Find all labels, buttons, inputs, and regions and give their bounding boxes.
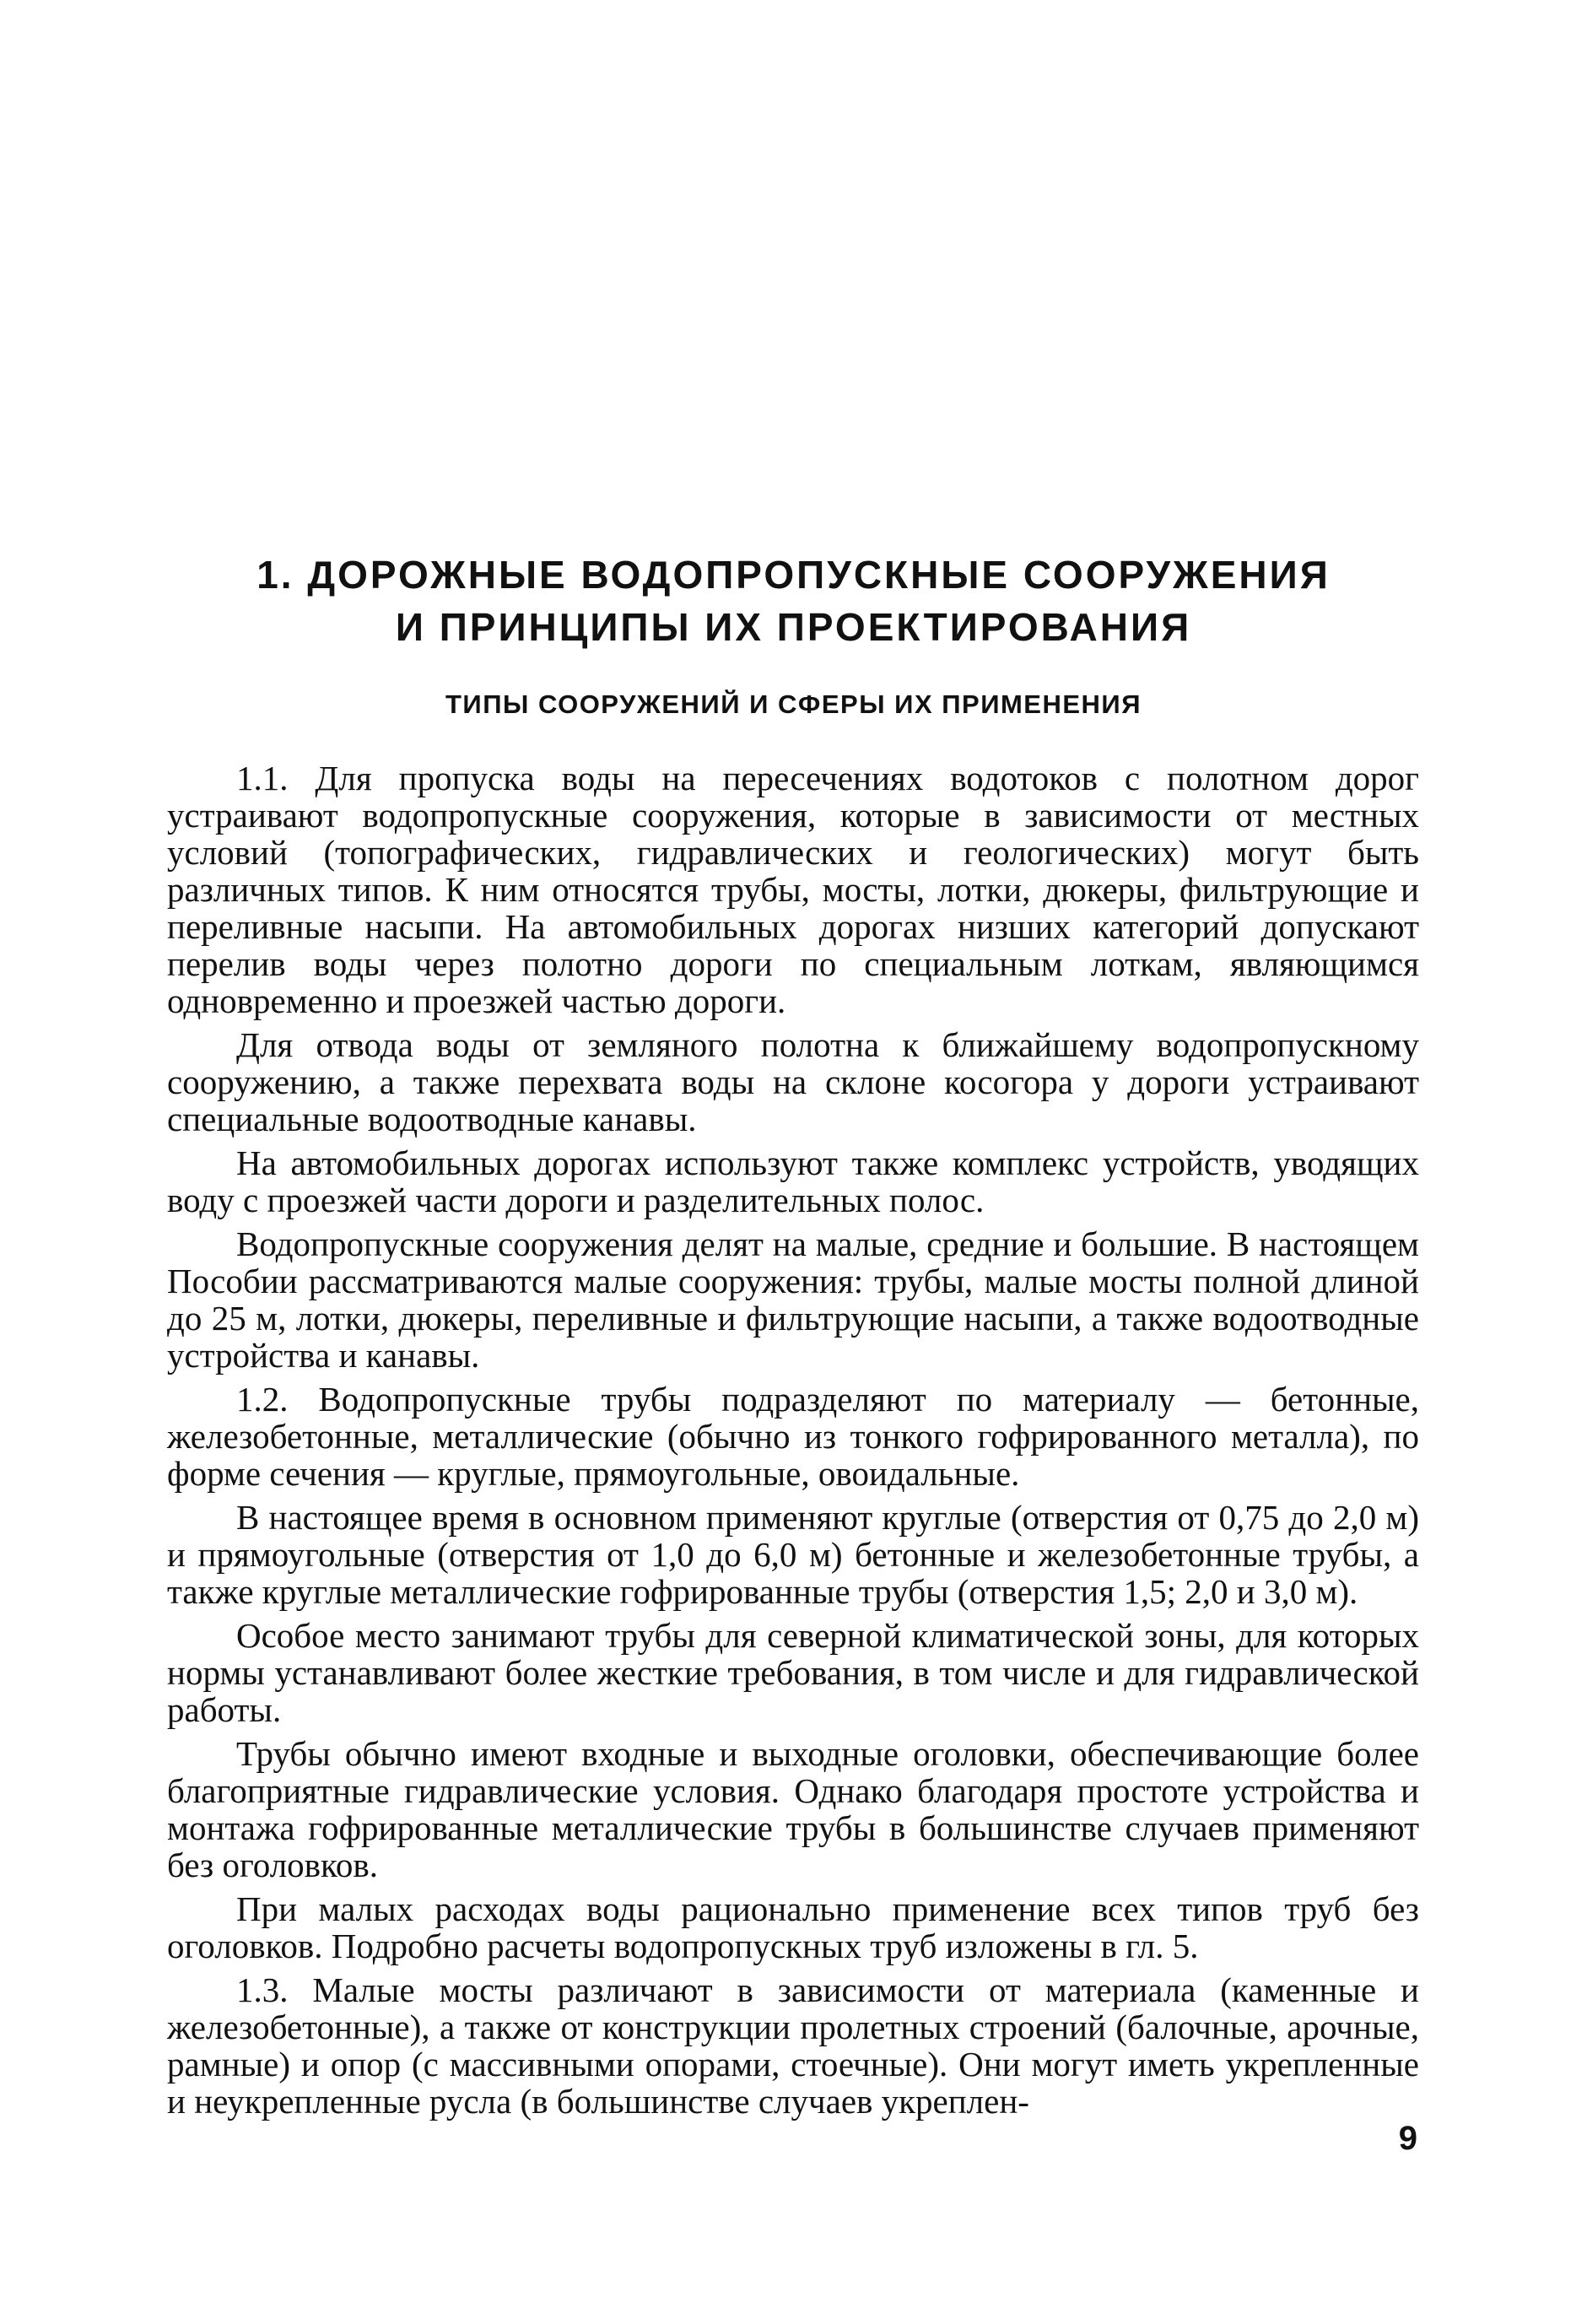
paragraph-structure-sizes: Водопропускные сооружения делят на малые, средние и большие. В настоящем Пособии рассматриваются малые сооружения: трубы, малые мосты полной длиной до 25 м, лотки, дюкеры, переливные и фильтрующие насыпи, а также водоотводные устройства и канавы. xyxy=(167,1224,1419,1375)
paragraph-pipe-openings: В настоящее время в основном применяют круглые (отверстия от 0,75 до 2,0 м) и прямоугольные (отверстия от 1,0 до 6,0 м) бетонные и железобетонные трубы, а также круглые металлические гофрированные трубы (отверстия 1,5; 2,0 и 3,0 м). xyxy=(167,1498,1419,1611)
paragraph-1-2: 1.2. Водопропускные трубы подразделяют по материалу — бетонные, железобетонные, металлические (обычно из тонкого гофрированного металла), по форме сечения — круглые, прямоугольные, овоидальные. xyxy=(167,1380,1419,1493)
paragraph-drainage-ditches: Для отвода воды от земляного полотна к ближайшему водопропускному сооружению, а также перехвата воды на склоне косогора у дороги устраивают специальные водоотводные канавы. xyxy=(167,1025,1419,1138)
paragraph-1-1: 1.1. Для пропуска воды на пересечениях водотоков с полотном дорог устраивают водопропускные сооружения, которые в зависимости от местных условий (топографических, гидравлических и геологических) могут быть различных типов. К ним относятся трубы, мосты, лотки, дюкеры, фильтрующие и переливные насыпи. На автомобильных дорогах низших категорий допускают перелив воды через полотно дороги по специальным лоткам, являющимся одновременно и проезжей частью дороги. xyxy=(167,759,1419,1020)
paragraph-1-3: 1.3. Малые мосты различают в зависимости от материала (каменные и железобетонные), а также от конструкции пролетных строений (балочные, арочные, рамные) и опор (с массивными опорами, стоечные). Они могут иметь укрепленные и неукрепленные русла (в большинстве случаев укреплен- xyxy=(167,1970,1419,2121)
paragraph-headwalls: Трубы обычно имеют входные и выходные оголовки, обеспечивающие более благоприятные гидравлические условия. Однако благодаря простоте устройства и монтажа гофрированные металлические трубы в большинстве случаев применяют без оголовков. xyxy=(167,1734,1419,1884)
paragraph-northern-zone: Особое место занимают трубы для северной климатической зоны, для которых нормы устанавливают более жесткие требования, в том числе и для гидравлической работы. xyxy=(167,1616,1419,1729)
chapter-title-line-2: И ПРИНЦИПЫ ИХ ПРОЕКТИРОВАНИЯ xyxy=(395,605,1192,649)
paragraph-small-flows: При малых расходах воды рационально применение всех типов труб без оголовков. Подробно расчеты водопропускных труб изложены в гл. 5. xyxy=(167,1889,1419,1965)
paragraph-roadway-devices: На автомобильных дорогах используют также комплекс устройств, уводящих воду с проезжей части дороги и разделительных полос. xyxy=(167,1143,1419,1219)
chapter-title xyxy=(169,549,1418,653)
body-text xyxy=(167,759,1419,2127)
section-title: ТИПЫ СООРУЖЕНИЙ И СФЕРЫ ИХ ПРИМЕНЕНИЯ xyxy=(445,689,1142,719)
page-number: 9 xyxy=(1398,2120,1417,2157)
chapter-title-line-1: 1. ДОРОЖНЫЕ ВОДОПРОПУСКНЫЕ СООРУЖЕНИЯ xyxy=(256,553,1331,597)
